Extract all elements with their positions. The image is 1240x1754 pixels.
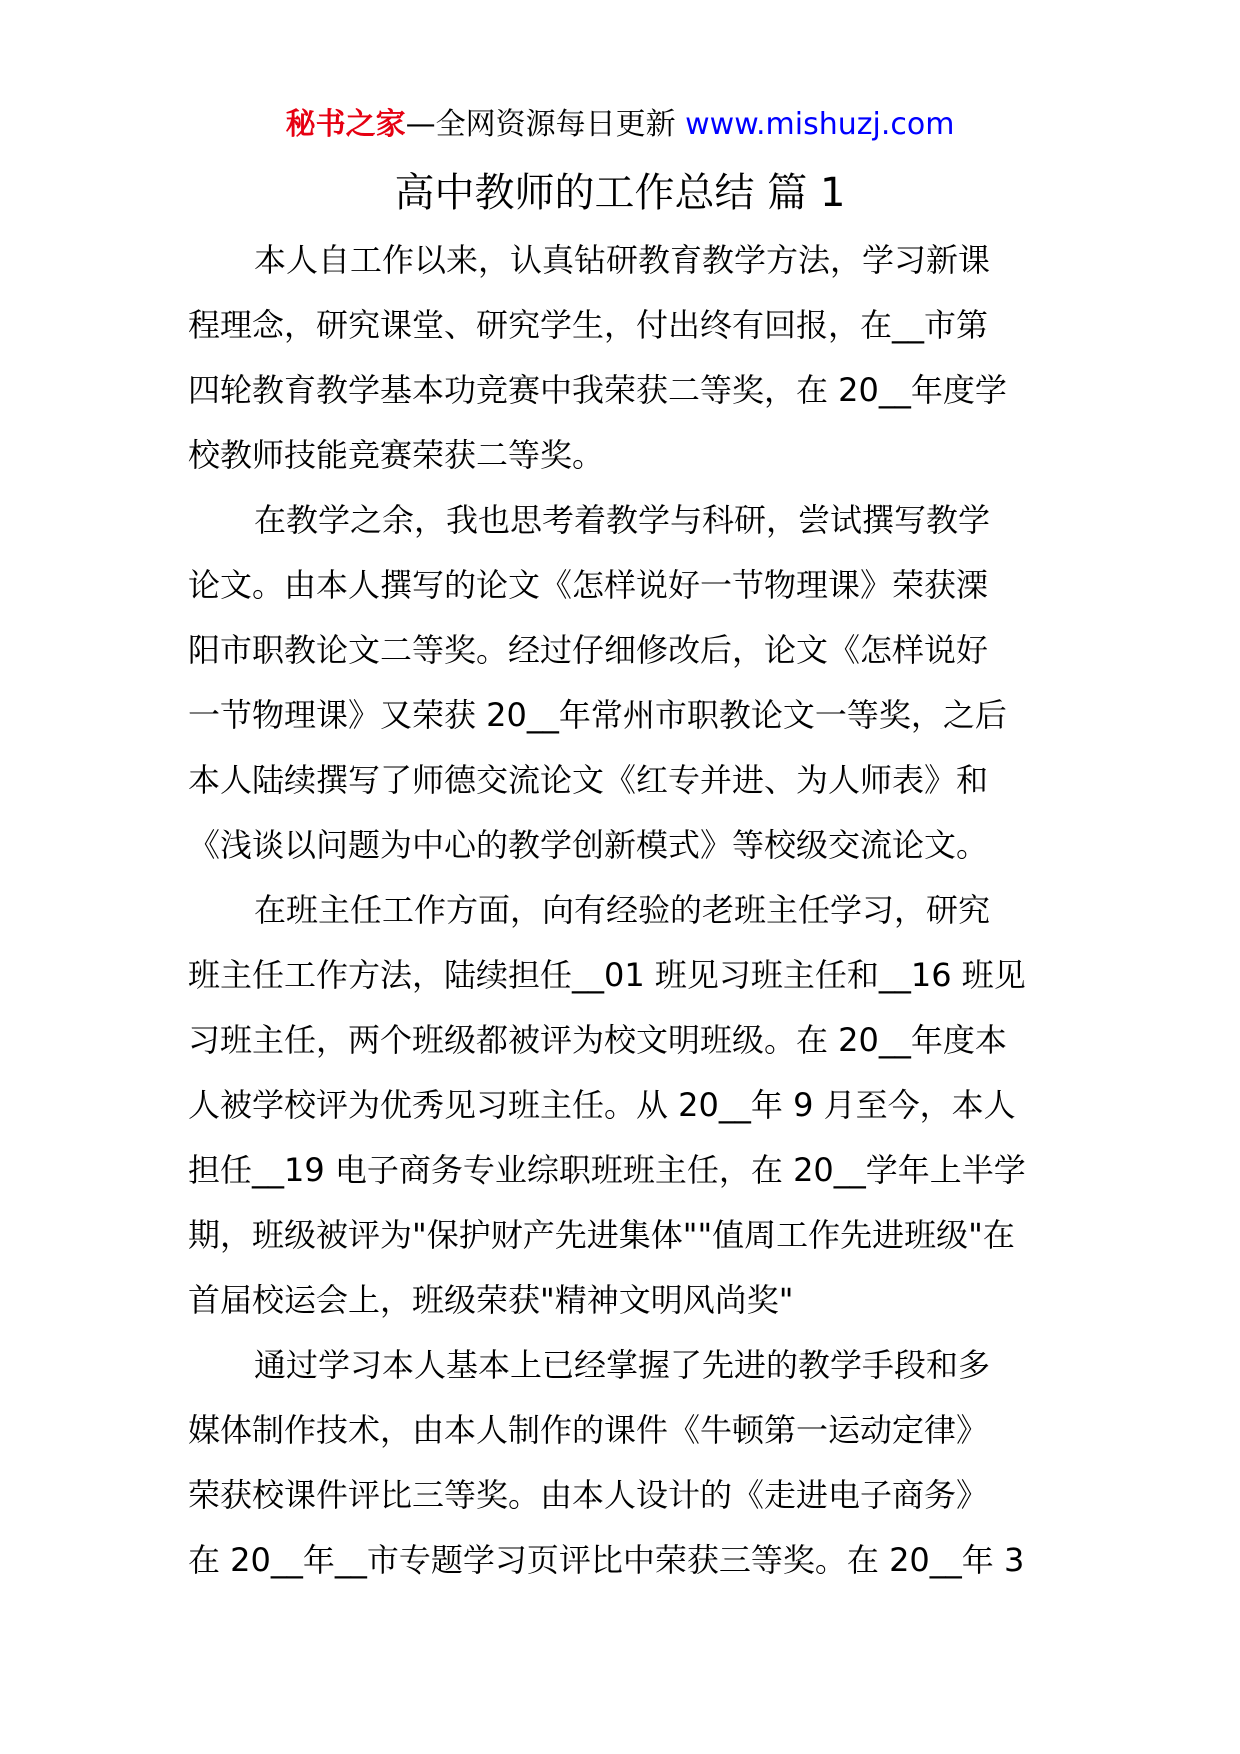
paragraph-line: 班主任工作方法，陆续担任__01 班见习班主任和__16 班见 [188, 956, 1026, 994]
paragraph-line: 期，班级被评为"保护财产先进集体""值周工作先进班级"在 [188, 1216, 1015, 1254]
paragraph-line: 在 20__年__市专题学习页评比中荣获三等奖。在 20__年 3 [188, 1541, 1025, 1579]
paragraph-1 [188, 228, 1068, 488]
paragraph-line: 阳市职教论文二等奖。经过仔细修改后，论文《怎样说好 [188, 631, 989, 669]
paragraph-line: 本人陆续撰写了师德交流论文《红专并进、为人师表》和 [188, 761, 989, 799]
paragraph-line: 首届校运会上，班级荣获"精神文明风尚奖" [188, 1281, 794, 1319]
paragraph-line: 荣获校课件评比三等奖。由本人设计的《走进电子商务》 [188, 1476, 989, 1514]
paragraph-2 [188, 488, 1068, 878]
website-link[interactable]: www.mishuzj.com [685, 107, 955, 142]
paragraph-line: 《浅谈以问题为中心的教学创新模式》等校级交流论文。 [188, 826, 989, 864]
paragraph-line: 论文。由本人撰写的论文《怎样说好一节物理课》荣获溧 [188, 566, 989, 604]
paragraph-line: 在教学之余，我也思考着教学与科研，尝试撰写教学 [254, 501, 991, 539]
paragraph-line: 担任__19 电子商务专业综职班班主任，在 20__学年上半学 [188, 1151, 1026, 1189]
paragraph-line: 人被学校评为优秀见习班主任。从 20__年 9 月至今，本人 [188, 1086, 1016, 1124]
paragraph-4 [188, 1333, 1068, 1593]
paragraph-line: 一节物理课》又荣获 20__年常州市职教论文一等奖，之后 [188, 696, 1007, 734]
paragraph-line: 程理念，研究课堂、研究学生，付出终有回报，在__市第 [188, 306, 989, 344]
paragraph-line: 在班主任工作方面，向有经验的老班主任学习，研究 [254, 891, 991, 929]
paragraph-line: 四轮教育教学基本功竞赛中我荣获二等奖，在 20__年度学 [188, 371, 1007, 409]
paragraph-line: 通过学习本人基本上已经掌握了先进的教学手段和多 [254, 1346, 991, 1384]
paragraph-line: 习班主任，两个班级都被评为校文明班级。在 20__年度本 [188, 1021, 1007, 1059]
paragraph-line: 媒体制作技术，由本人制作的课件《牛顿第一运动定律》 [188, 1411, 989, 1449]
page-header [0, 100, 1240, 150]
document-title: 高中教师的工作总结 篇 1 [394, 170, 846, 216]
paragraph-3 [188, 878, 1068, 1333]
brand-name: 秘书之家 [285, 107, 406, 142]
paragraph-line: 校教师技能竞赛荣获二等奖。 [188, 436, 605, 474]
paragraph-line: 本人自工作以来，认真钻研教育教学方法，学习新课 [254, 241, 991, 279]
document-body [188, 228, 1068, 1593]
header-tagline: —全网资源每日更新 [405, 107, 686, 142]
